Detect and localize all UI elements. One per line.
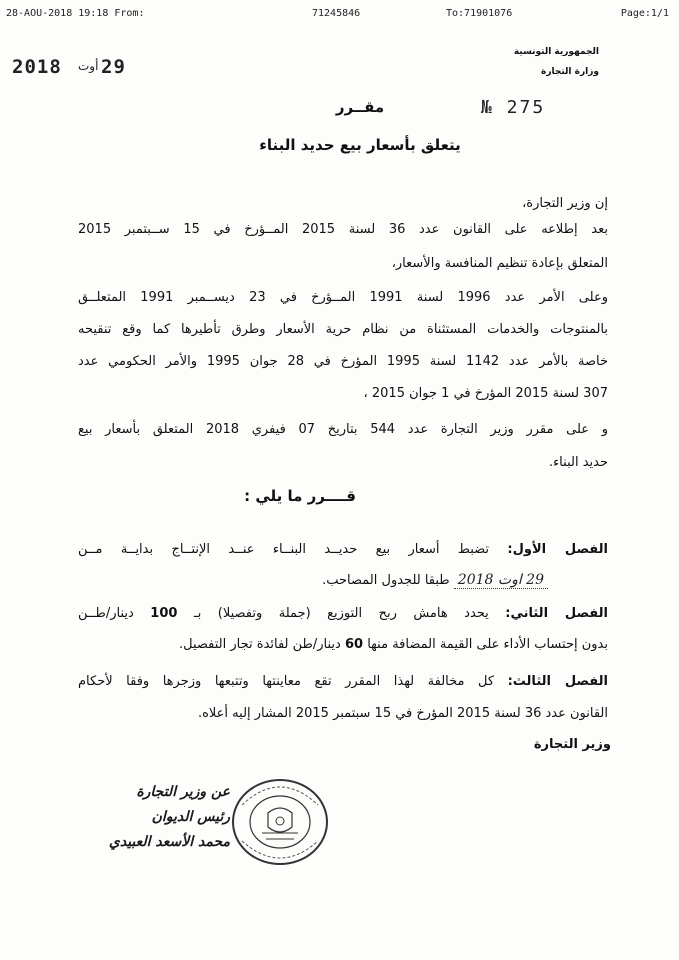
preamble-decree-line-2: بالمنتوجات والخدمات المستثناة من نظام حرية الأسعار وطرق تأطيرها كما وقع تنقيحه bbox=[78, 322, 608, 337]
article-2-line-2-amount: 60 bbox=[344, 637, 364, 652]
decides-heading: قــــرر ما يلي : bbox=[244, 487, 356, 505]
signature-line-1: عن وزير التجارة bbox=[136, 784, 230, 800]
date-stamp-year: 2018 bbox=[12, 56, 62, 78]
article-3-label: الفصل الثالث: bbox=[507, 674, 608, 689]
preamble-order-line-2: حديد البناء. bbox=[548, 455, 608, 470]
fax-page-count: Page:1/1 bbox=[620, 8, 669, 19]
title-subject: يتعلق بأسعار بيع حديد البناء bbox=[259, 136, 461, 154]
article-2-text-b: دينار/طــن bbox=[78, 606, 134, 621]
preamble-law-line-1: بعد إطلاعه على القانون عدد 36 لسنة 2015 المــؤرخ في 15 ســبتمبر 2015 bbox=[78, 222, 609, 237]
ministry-name: وزارة التجارة bbox=[541, 67, 599, 77]
country-name: الجمهورية التونسية bbox=[513, 47, 599, 57]
signature-line-3: محمد الأسعد العبيدي bbox=[108, 834, 230, 850]
signer-title: وزير التجارة bbox=[533, 737, 611, 752]
date-stamp bbox=[12, 56, 126, 82]
preamble-decree-line-1: وعلى الأمر عدد 1996 لسنة 1991 المــؤرخ في 23 ديســمبر 1991 المتعلــق bbox=[78, 290, 608, 305]
preamble-decree-line-3: خاصة بالأمر عدد 1142 لسنة 1995 المؤرخ في 28 جوان 1995 والأمر الحكومي عدد bbox=[78, 354, 609, 369]
fax-header bbox=[6, 8, 669, 22]
article-2-line-2-a: بدون إحتساب الأداء على القيمة المضافة منها bbox=[367, 637, 608, 652]
article-2-line-2 bbox=[179, 637, 608, 652]
reference-number: № 275 bbox=[481, 97, 546, 118]
signature-line-2: رئيس الديوان bbox=[151, 809, 230, 825]
ministry-seal-stamp bbox=[228, 775, 333, 870]
government-header bbox=[449, 42, 599, 82]
preamble-minister: إن وزير التجارة، bbox=[522, 196, 608, 211]
fax-from-number: 71245846 bbox=[312, 8, 361, 19]
handwritten-signature bbox=[55, 780, 230, 865]
date-stamp-day: 29 bbox=[101, 56, 126, 78]
article-3-line-2: القانون عدد 36 لسنة 2015 المؤرخ في 15 سبتمبر 2015 المشار إليه أعلاه. bbox=[197, 706, 608, 721]
article-1-line-2 bbox=[322, 572, 548, 589]
fax-to-number: To:71901076 bbox=[446, 8, 513, 19]
article-2-line-1 bbox=[78, 606, 608, 621]
fax-datetime: 28-AOU-2018 19:18 From: bbox=[6, 8, 145, 19]
article-1-line-1 bbox=[78, 542, 608, 557]
preamble-decree-line-4: 307 لسنة 2015 المؤرخ في 1 جوان 2015 ، bbox=[363, 386, 608, 401]
title-heading: مقــرر bbox=[335, 98, 385, 116]
article-2-amount: 100 bbox=[150, 606, 178, 621]
article-3-line-1 bbox=[78, 674, 608, 689]
preamble-order-line-1: و على مقرر وزير التجارة عدد 544 بتاريخ 07 فيفري 2018 المتعلق بأسعار بيع bbox=[78, 422, 608, 437]
article-1-text: تضبط أسعار بيع حديــد البنــاء عنــد الإنتــاج بدايــة مــن bbox=[78, 542, 490, 557]
article-2-text-a: يحدد هامش ربح التوزيع (جملة وتفصيلا) بـ bbox=[193, 606, 489, 621]
article-2-label: الفصل الثاني: bbox=[505, 606, 608, 621]
article-1-text-2: طبقا للجدول المصاحب. bbox=[322, 573, 450, 588]
article-1-label: الفصل الأول: bbox=[507, 542, 608, 557]
article-1-handwritten-date: 29 اوت 2018 bbox=[454, 572, 548, 589]
article-2-line-2-b: دينار/طن لفائدة تجار التفصيل. bbox=[179, 637, 341, 652]
preamble-law-line-2: المتعلق بإعادة تنظيم المنافسة والأسعار، bbox=[391, 256, 608, 271]
article-3-text: كل مخالفة لهذا المقرر تقع معاينتها وتتبعها وزجرها وفقا لأحكام bbox=[78, 674, 495, 689]
date-stamp-month: أوت bbox=[78, 59, 99, 73]
document-title bbox=[245, 88, 475, 164]
